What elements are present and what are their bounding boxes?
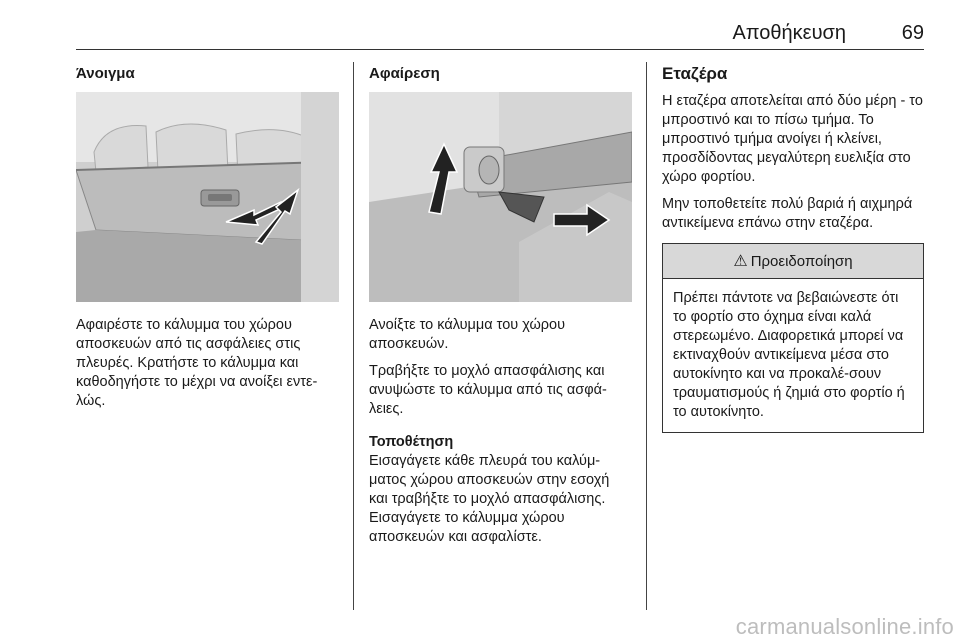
page-header [76, 22, 924, 48]
warning-title: Προειδοποίηση [750, 252, 853, 270]
installation-text: Εισαγάγετε κάθε πλευρά του καλύμ-ματος χώρου αποσκευών στην εσοχή και τραβήξτε το μοχλό απασφάλισης. Εισαγάγετε το κάλυμμα χώρου αποσκευών και ασφαλίστε. [369, 453, 610, 545]
page-number: 69 [901, 22, 924, 44]
warning-triangle-icon: ⚠ [733, 253, 748, 270]
section-heading-shelf: Εταζέρα [662, 64, 728, 83]
figure-cover-removal [369, 92, 632, 302]
column-divider-2 [646, 62, 647, 610]
removal-step-1: Ανοίξτε το κάλυμμα του χώρου αποσκευών. [369, 317, 566, 352]
section-heading-removal: Αφαίρεση [369, 65, 440, 82]
warning-header [663, 244, 923, 279]
column-opening [76, 64, 339, 419]
column-divider-1 [353, 62, 354, 610]
header-rule [76, 49, 924, 50]
shelf-description: Η εταζέρα αποτελείται από δύο μέρη - το μπροστινό και το πίσω τμήμα. Το μπροστινό τμήμα ανοίγει ή κλείνει, προσδίδοντας μεγαλύτερη ευελιξία στο χώρο φορτίου. [662, 93, 923, 185]
section-heading-opening: Άνοιγμα [76, 65, 135, 82]
removal-step-2: Τραβήξτε το μοχλό απασφάλισης και ανυψώστε το κάλυμμα από τις ασφά-λειες. [369, 363, 607, 417]
caption-opening: Αφαιρέστε το κάλυμμα του χώρου αποσκευών από τις ασφάλειες στις πλευρές. Κρατήστε το κάλυμμα και καθοδηγήστε το μέχρι να ανοίξει εντε-λώς. [76, 317, 318, 409]
column-shelf [662, 64, 924, 433]
shelf-caution: Μην τοποθετείτε πολύ βαριά ή αιχμηρά αντικείμενα επάνω στην εταζέρα. [662, 196, 913, 231]
sub-heading-installation: Τοποθέτηση [369, 434, 454, 450]
figure-cover-opening [76, 92, 339, 302]
header-title: Αποθήκευση [732, 22, 846, 44]
column-removal [369, 64, 632, 555]
warning-box [662, 243, 924, 433]
warning-text: Πρέπει πάντοτε να βεβαιώνεστε ότι το φορτίο στο όχημα είναι καλά στερεωμένο. Διαφορετικά μπορεί να εκτιναχθούν αντικείμενα μέσα στο αυτοκίνητο και να προκαλέ-σουν τραυματισμούς ή ζημιά στο φορτίο ή το αυτοκίνητο. [673, 290, 905, 420]
watermark: carmanualsonline.info [735, 614, 954, 639]
